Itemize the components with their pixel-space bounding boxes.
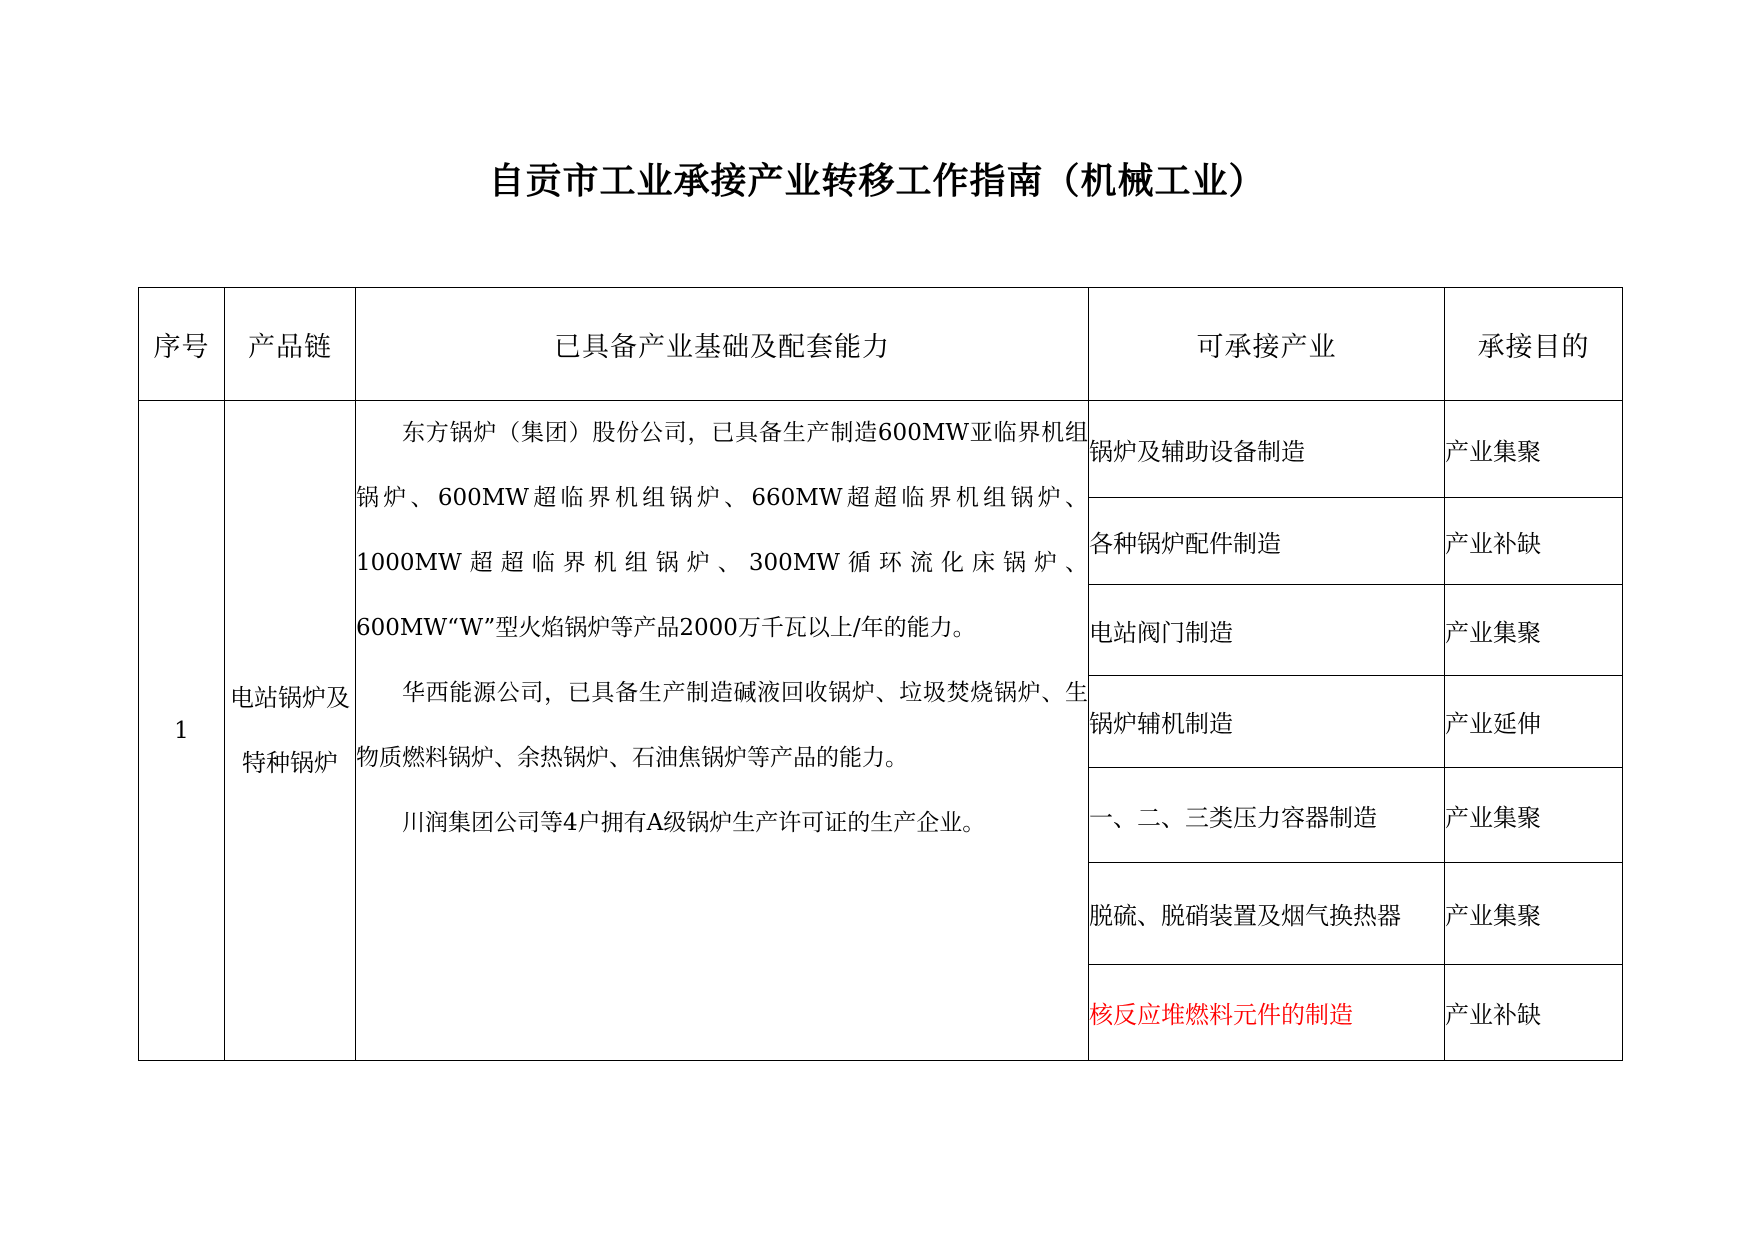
transferable-industry: 一、二、三类压力容器制造 xyxy=(1089,768,1445,863)
page-title: 自贡市工业承接产业转移工作指南（机械工业） xyxy=(488,161,1266,202)
header-row xyxy=(139,288,1623,401)
guide-table xyxy=(138,287,1623,1061)
header-chain: 产品链 xyxy=(225,288,356,401)
transfer-purpose: 产业延伸 xyxy=(1445,676,1623,768)
basis-paragraph: 华西能源公司，已具备生产制造碱液回收锅炉、垃圾焚烧锅炉、生物质燃料锅炉、余热锅炉、石油焦锅炉等产品的能力。 xyxy=(356,680,1088,771)
industry-basis xyxy=(356,401,1089,1061)
transferable-industry-highlighted: 核反应堆燃料元件的制造 xyxy=(1089,965,1445,1061)
transfer-purpose: 产业补缺 xyxy=(1445,965,1623,1061)
transfer-purpose: 产业集聚 xyxy=(1445,768,1623,863)
basis-paragraph: 川润集团公司等4户拥有A级锅炉生产许可证的生产企业。 xyxy=(402,810,986,836)
transferable-industry: 电站阀门制造 xyxy=(1089,585,1445,676)
header-index: 序号 xyxy=(139,288,225,401)
basis-paragraph: 东方锅炉（集团）股份公司，已具备生产制造600MW亚临界机组锅炉、600MW超临界机组锅炉、660MW超超临界机组锅炉、1000MW超超临界机组锅炉、300MW循环流化床锅炉、600MW“W”型火焰锅炉等产品2000万千瓦以上/年的能力。 xyxy=(356,420,1088,641)
transferable-industry: 锅炉辅机制造 xyxy=(1089,676,1445,768)
transferable-industry: 脱硫、脱硝装置及烟气换热器 xyxy=(1089,863,1445,965)
transferable-industry: 锅炉及辅助设备制造 xyxy=(1089,401,1445,498)
transfer-purpose: 产业集聚 xyxy=(1445,401,1623,498)
row-index: 1 xyxy=(139,401,225,1061)
table-row xyxy=(139,401,1623,498)
header-industry: 可承接产业 xyxy=(1089,288,1445,401)
header-basis: 已具备产业基础及配套能力 xyxy=(356,288,1089,401)
transfer-purpose: 产业补缺 xyxy=(1445,498,1623,585)
transferable-industry: 各种锅炉配件制造 xyxy=(1089,498,1445,585)
header-purpose: 承接目的 xyxy=(1445,288,1623,401)
transfer-purpose: 产业集聚 xyxy=(1445,863,1623,965)
product-chain: 电站锅炉及特种锅炉 xyxy=(225,401,356,1061)
transfer-purpose: 产业集聚 xyxy=(1445,585,1623,676)
